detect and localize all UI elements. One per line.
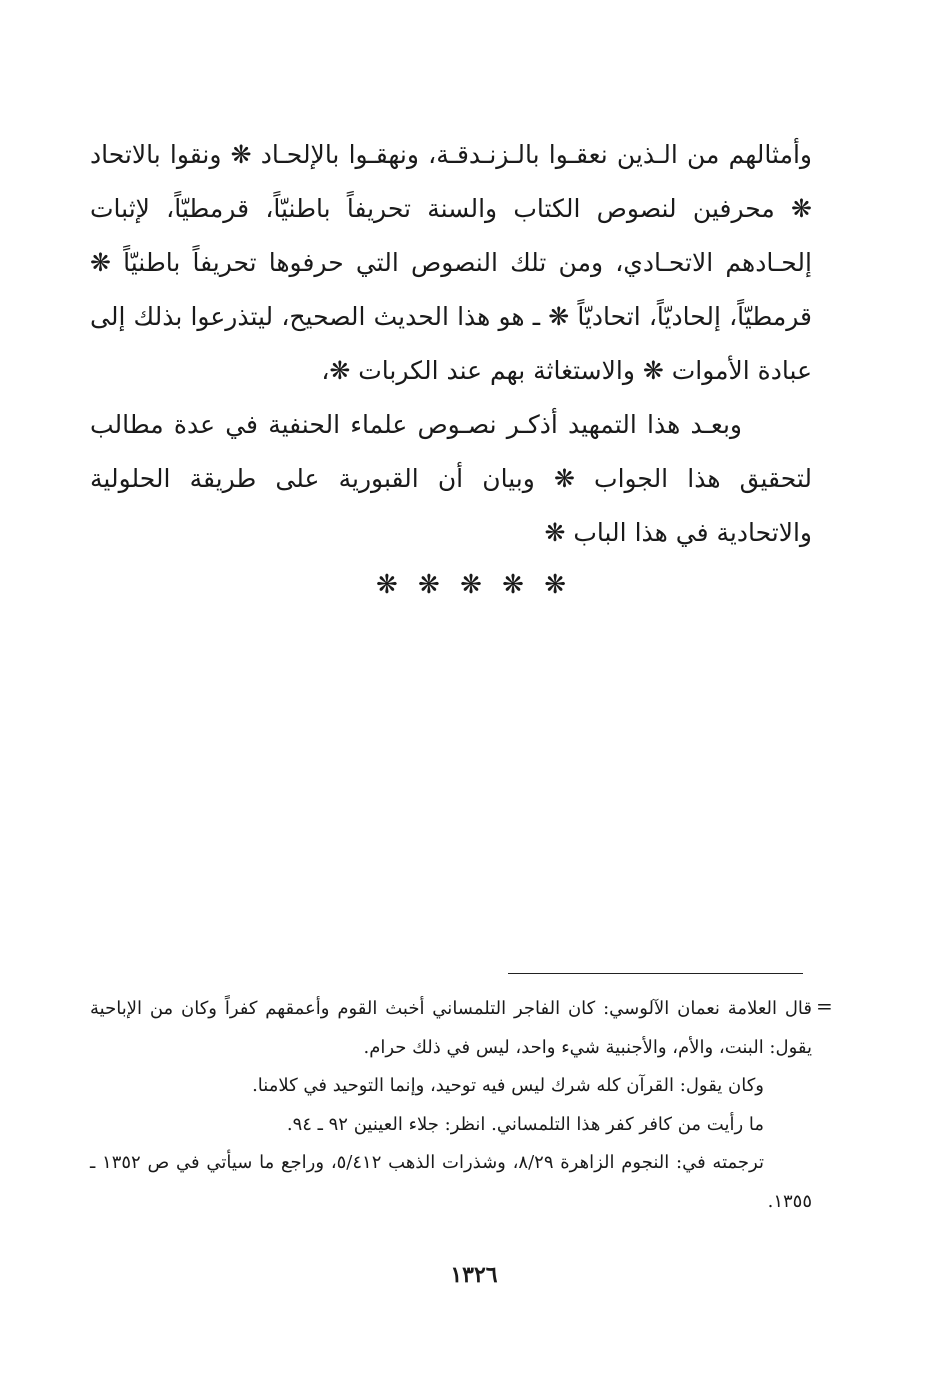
section-ornament: ❋ ❋ ❋ ❋ ❋: [376, 570, 572, 600]
main-text: [90, 128, 812, 560]
footnote-continuation-marker: =: [816, 994, 833, 1018]
footnote-line-2: وكان يقول: القرآن كله شرك ليس فيه توحيد، وإنما التوحيد في كلامنا.: [252, 1075, 764, 1096]
footnote-line-3: ما رأيت من كافر كفر هذا التلمساني. انظر: جلاء العينين ٩٢ ـ ٩٤.: [286, 1113, 764, 1135]
footnotes: [90, 990, 812, 1221]
page-number: ١٣٢٦: [450, 1262, 498, 1288]
footnote-divider: [508, 973, 803, 974]
footnote-line-1: قال العلامة نعمان الآلوسي: كان الفاجر التلمساني أخبث القوم وأعمقهم كفراً وكان من الإباحية يقول: البنت، والأم، والأجنبية شيء واحد، ليس في ذلك حرام.: [90, 998, 812, 1058]
footnote-line-4: ترجمته في: النجوم الزاهرة ٨/٢٩، وشذرات الذهب ٥/٤١٢، وراجع ما سيأتي في ص ١٣٥٢ ـ ١٣٥٥.: [90, 1152, 812, 1212]
paragraph-1: وأمثالهم من الـذين نعقـوا بالـزنـدقـة، ونهقـوا بالإلحـاد ❋ ونقوا بالاتحاد ❋ محرفين لنصوص الكتاب والسنة تحريفاً باطنيّاً، قرمطيّاً، لإثبات إلحـادهم الاتحـادي، ومن تلك النصوص التي حرفوها تحريفاً باطنيّاً ❋ قرمطيّاً، إلحاديّاً، اتحاديّاً ❋ ـ هو هذا الحديث الصحيح، ليتذرعوا بذلك إلى عبادة الأموات ❋ والاستغاثة بهم عند الكربات ❋،: [90, 140, 812, 385]
paragraph-2: وبعـد هذا التمهيد أذكـر نصـوص علماء الحنفية في عدة مطالب لتحقيق هذا الجواب ❋ وبيان أن القبورية على طريقة الحلولية والاتحادية في هذا الباب ❋: [90, 410, 812, 547]
